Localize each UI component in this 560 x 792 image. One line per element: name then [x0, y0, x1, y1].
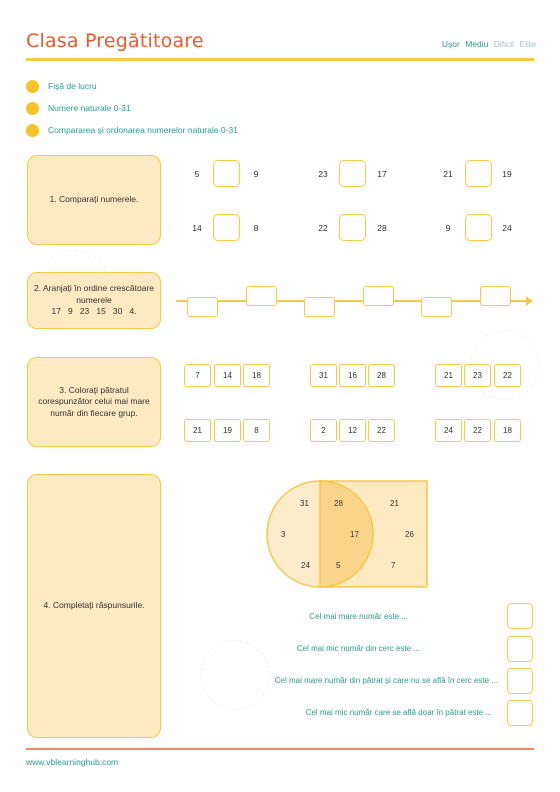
- question-text: Cel mai mare număr din pătrat și care nu se află în cerc este ...: [274, 676, 498, 685]
- level-difficult: Dificil: [493, 39, 515, 49]
- number-square[interactable]: 14: [214, 364, 241, 387]
- order-answer-box[interactable]: [480, 286, 511, 306]
- topic-list: [26, 75, 238, 141]
- compare-left-number: 9: [445, 223, 451, 233]
- compare-answer-box[interactable]: [213, 214, 240, 241]
- compare-right-number: 17: [377, 169, 387, 179]
- topic-item: [26, 119, 238, 141]
- level-easy: Ușor: [441, 39, 460, 49]
- topic-label: Numere naturale 0-31: [48, 103, 131, 113]
- venn-number: 28: [334, 499, 343, 508]
- exercise-1-text: 1. Comparați numerele.: [49, 194, 139, 205]
- number-square[interactable]: 28: [368, 364, 395, 387]
- compare-left-number: 22: [318, 223, 328, 233]
- compare-answer-box[interactable]: [339, 214, 366, 241]
- number-square[interactable]: 18: [494, 419, 521, 442]
- order-answer-box[interactable]: [421, 297, 452, 317]
- bullet-dot-icon: [26, 124, 39, 137]
- venn-number: 21: [390, 499, 399, 508]
- number-square[interactable]: 31: [310, 364, 337, 387]
- number-square[interactable]: 22: [494, 364, 521, 387]
- number-square[interactable]: 19: [214, 419, 241, 442]
- number-square[interactable]: 23: [464, 364, 491, 387]
- answer-box[interactable]: [507, 603, 533, 629]
- order-answer-box[interactable]: [187, 297, 218, 317]
- exercise-4-text: 4. Completați răspunsurile.: [43, 600, 145, 611]
- answer-box[interactable]: [507, 668, 533, 694]
- number-square[interactable]: 24: [435, 419, 462, 442]
- compare-answer-box[interactable]: [465, 214, 492, 241]
- exercise-4-instruction: [27, 474, 161, 738]
- number-square[interactable]: 22: [464, 419, 491, 442]
- header-divider: [26, 58, 534, 61]
- footer-url[interactable]: www.vblearninghub.com: [26, 757, 119, 767]
- compare-right-number: 8: [253, 223, 259, 233]
- venn-number: 31: [300, 499, 309, 508]
- number-square[interactable]: 12: [339, 419, 366, 442]
- page-title: Clasa Pregătitoare: [26, 30, 204, 52]
- arrow-right-icon: [526, 296, 533, 306]
- compare-right-number: 28: [377, 223, 387, 233]
- compare-left-number: 14: [192, 223, 202, 233]
- level-medium: Mediu: [465, 39, 489, 49]
- topic-label: Compararea și ordonarea numerelor naturale 0-31: [48, 125, 238, 135]
- exercise-3-instruction: [27, 357, 161, 447]
- venn-number: 24: [301, 561, 310, 570]
- exercise-1-instruction: [27, 155, 161, 245]
- venn-number: 3: [281, 530, 286, 539]
- compare-left-number: 5: [194, 169, 200, 179]
- compare-answer-box[interactable]: [465, 160, 492, 187]
- level-elite: Elite: [519, 39, 536, 49]
- number-square[interactable]: 16: [339, 364, 366, 387]
- exercise-3-text: 3. Colorați pătratul corespunzător celui mai mare număr din fiecare grup.: [38, 384, 150, 418]
- topic-item: [26, 97, 238, 119]
- compare-left-number: 21: [443, 169, 453, 179]
- bullet-dot-icon: [26, 80, 39, 93]
- difficulty-levels: [439, 39, 536, 49]
- number-line: [176, 300, 528, 302]
- answer-box[interactable]: [507, 700, 533, 726]
- number-square[interactable]: 7: [184, 364, 211, 387]
- number-square[interactable]: 8: [243, 419, 270, 442]
- order-answer-box[interactable]: [304, 297, 335, 317]
- venn-number: 5: [336, 561, 341, 570]
- number-square[interactable]: 2: [310, 419, 337, 442]
- exercise-2-text: 2. Aranjați în ordine crescătoare numerele: [34, 283, 155, 305]
- topic-item: [26, 75, 238, 97]
- exercise-2-instruction: [27, 272, 161, 329]
- compare-right-number: 19: [502, 169, 512, 179]
- order-answer-box[interactable]: [363, 286, 394, 306]
- question-text: Cel mai mic număr din cerc este ...: [296, 644, 420, 653]
- venn-number: 17: [350, 530, 359, 539]
- order-answer-box[interactable]: [246, 286, 277, 306]
- compare-answer-box[interactable]: [339, 160, 366, 187]
- bullet-dot-icon: [26, 102, 39, 115]
- watermark-decoration: [200, 640, 270, 710]
- question-text: Cel mai mare număr este ...: [309, 612, 408, 621]
- footer-divider: [26, 748, 534, 750]
- number-square[interactable]: 21: [435, 364, 462, 387]
- number-square[interactable]: 21: [184, 419, 211, 442]
- compare-answer-box[interactable]: [213, 160, 240, 187]
- number-square[interactable]: 18: [243, 364, 270, 387]
- compare-right-number: 9: [253, 169, 259, 179]
- venn-number: 26: [405, 530, 414, 539]
- compare-left-number: 23: [318, 169, 328, 179]
- venn-number: 7: [391, 561, 396, 570]
- number-square[interactable]: 22: [368, 419, 395, 442]
- question-text: Cel mai mic număr care se află doar în pătrat este ...: [305, 708, 492, 717]
- answer-box[interactable]: [507, 636, 533, 662]
- compare-right-number: 24: [502, 223, 512, 233]
- topic-label: Fișă de lucru: [48, 81, 97, 91]
- exercise-2-numbers: 17 9 23 15 30 4.: [51, 306, 137, 317]
